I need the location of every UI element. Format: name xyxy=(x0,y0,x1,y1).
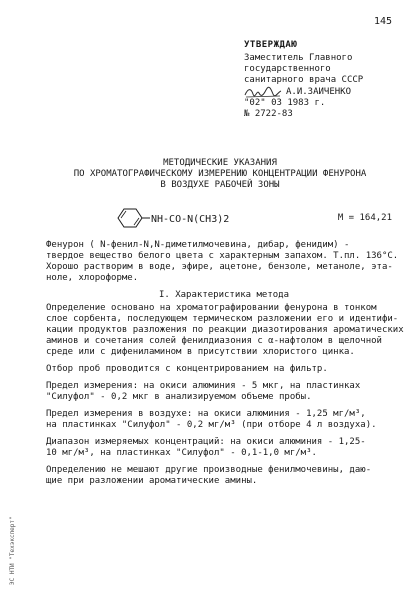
paragraph-line: Отбор проб проводится с концентрированием на фильтр. xyxy=(46,364,328,374)
paragraph-line: 10 мг/м³, на пластинках "Силуфол" - 0,1-1,0 мг/м³. xyxy=(46,448,317,458)
paragraph-line: Хорошо растворим в воде, эфире, ацетоне, бензоле, метаноле, эта- xyxy=(46,262,393,272)
benzene-ring-icon xyxy=(118,209,142,227)
title-line: МЕТОДИЧЕСКИЕ УКАЗАНИЯ xyxy=(163,158,277,168)
body-text xyxy=(46,240,402,487)
paragraph-line: Диапазон измеряемых концентраций: на окиси алюминия - 1,25- xyxy=(46,437,366,447)
approval-heading: УТВЕРЖДАЮ xyxy=(244,40,298,50)
section-heading: I. Характеристика метода xyxy=(158,290,290,300)
paragraph-line: Определение основано на хроматографировании фенурона в тонком xyxy=(46,303,377,313)
paragraph-line: Предел измерения: на окиси алюминия - 5 мкг, на пластинках xyxy=(46,381,361,391)
approval-line: санитарного врача СССР xyxy=(244,75,364,85)
paragraph-line: кации продуктов разложения по реакции диазотирования ароматических xyxy=(46,325,404,335)
paragraph-line: Определению не мешают другие производные фенилмочевины, даю- xyxy=(46,465,372,475)
document-title xyxy=(40,158,400,191)
title-line: В ВОЗДУХЕ РАБОЧЕЙ ЗОНЫ xyxy=(160,180,280,190)
molecular-weight: M = 164,21 xyxy=(337,213,392,223)
paragraph-line: твердое вещество белого цвета с характерным запахом. Т.пл. 136°С. xyxy=(46,251,399,261)
side-stamp: ЭС НТИ "Техэксперт" xyxy=(9,516,16,585)
approval-block xyxy=(244,40,404,120)
paragraph-line: среде или с дифениламином в присутствии хлористого цинка. xyxy=(46,347,355,357)
signature-scribble xyxy=(244,86,282,98)
title-line: ПО ХРОМАТОГРАФИЧЕСКОМУ ИЗМЕРЕНИЮ КОНЦЕНТРАЦИИ ФЕНУРОНА xyxy=(73,169,367,179)
paragraph-line: на пластинках "Силуфол" - 0,2 мг/м³ (при отборе 4 л воздуха). xyxy=(46,420,377,430)
paragraph-line: Предел измерения в воздухе: на окиси алюминия - 1,25 мг/м³, xyxy=(46,409,366,419)
formula-text: NH-CO-N(CH3)2 xyxy=(151,214,230,225)
approval-line: государственного xyxy=(244,64,331,74)
paragraph-line: щие при разложении ароматические амины. xyxy=(46,476,258,486)
structural-formula xyxy=(110,205,250,231)
approval-line: Заместитель Главного xyxy=(244,53,353,63)
paragraph-line: "Силуфол" - 0,2 мкг в анализируемом объеме пробы. xyxy=(46,392,312,402)
signature-line xyxy=(244,86,404,98)
approval-number: № 2722-83 xyxy=(244,109,293,119)
paragraph-line: аминов и сочетания солей фенилдиазония с α-нафтолом в щелочной xyxy=(46,336,382,346)
paragraph-line: ноле, хлороформе. xyxy=(46,273,139,283)
paragraph-line: слое сорбента, последующем термическом разложении его и идентифи- xyxy=(46,314,399,324)
paragraph-line: Фенурон ( N-фенил-N,N-диметилмочевина, дибар, фенидим) - xyxy=(46,240,350,250)
signatory-name: А.И.ЗАИЧЕНКО xyxy=(286,86,352,97)
page-number: 145 xyxy=(373,16,392,27)
approval-date: "02" 03 1983 г. xyxy=(244,98,326,108)
